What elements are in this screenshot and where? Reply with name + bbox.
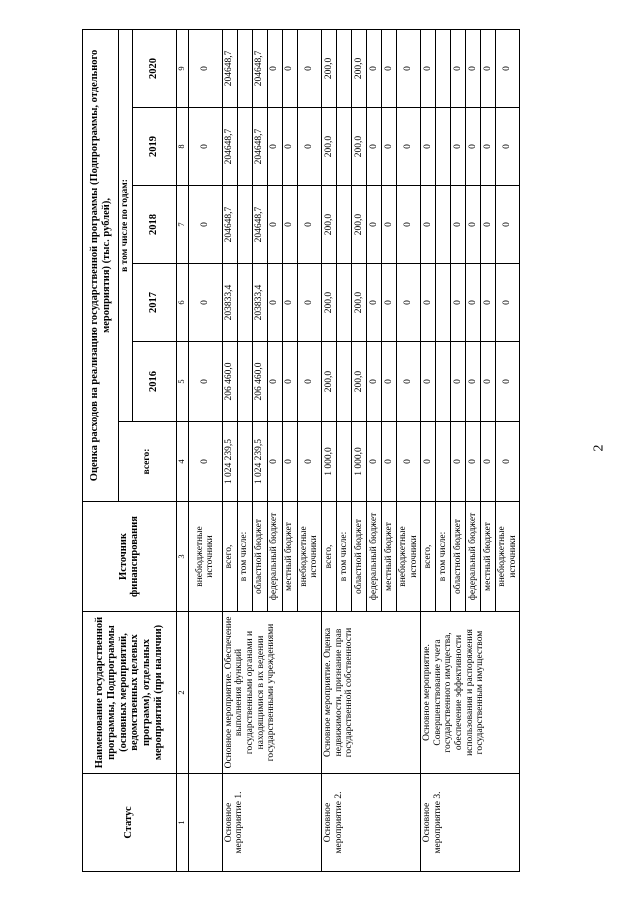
value-cell: 0 (481, 264, 496, 342)
source-cell: областной бюджет (252, 502, 267, 612)
value-cell (436, 422, 451, 502)
measure-name: Основное мероприятие. Совершенствование учета государственного имущества, обеспечение эффективности использования и распоряжения государственным имуществом (421, 612, 520, 774)
header-year: 2018 (132, 186, 176, 264)
value-cell: 0 (496, 108, 520, 186)
value-cell: 200,0 (321, 342, 336, 422)
value-cell (436, 186, 451, 264)
measure-name: Основное мероприятие. Обеспечение выполнения функций государственными органами и находящимися в их ведении государственными учреждениями (222, 612, 321, 774)
header-name: Наименование государственной программы, Подпрограммы (основных мероприятий, ведомственных целевых программ), отдельных мероприятий (при наличии) (83, 612, 177, 774)
value-cell: 0 (451, 186, 466, 264)
table-row (321, 29, 336, 871)
header-year: 2019 (132, 108, 176, 186)
value-cell (336, 264, 351, 342)
value-cell (237, 422, 252, 502)
table-header (83, 29, 189, 871)
value-cell: 200,0 (321, 29, 336, 107)
value-cell: 0 (282, 422, 297, 502)
column-number: 7 (176, 186, 188, 264)
value-cell: 0 (466, 29, 481, 107)
value-cell (237, 29, 252, 107)
value-cell: 200,0 (351, 342, 366, 422)
value-cell: 0 (188, 29, 222, 107)
value-cell: 0 (396, 342, 420, 422)
value-cell (336, 342, 351, 422)
source-cell: внебюджетные источники (188, 502, 222, 612)
value-cell: 0 (297, 108, 321, 186)
value-cell: 0 (381, 422, 396, 502)
value-cell: 1 000,0 (351, 422, 366, 502)
value-cell: 200,0 (351, 264, 366, 342)
value-cell (237, 108, 252, 186)
value-cell: 200,0 (351, 108, 366, 186)
value-cell: 0 (366, 422, 381, 502)
header-year: 2017 (132, 264, 176, 342)
value-cell: 203833,4 (252, 264, 267, 342)
table-row (222, 29, 237, 871)
column-number: 8 (176, 108, 188, 186)
header-estimate: Оценка расходов на реализацию государственной программы (Подпрограммы, отдельного мероприятия) (тыс. рублей), (83, 29, 119, 501)
value-cell: 0 (297, 342, 321, 422)
budget-table (82, 29, 520, 872)
value-cell (237, 186, 252, 264)
value-cell: 0 (366, 186, 381, 264)
value-cell: 0 (396, 264, 420, 342)
page-number: 2 (591, 444, 607, 452)
value-cell: 0 (381, 29, 396, 107)
value-cell: 0 (421, 422, 436, 502)
column-number: 1 (176, 774, 188, 872)
value-cell: 1 000,0 (321, 422, 336, 502)
value-cell: 0 (451, 422, 466, 502)
value-cell: 200,0 (351, 29, 366, 107)
value-cell: 203833,4 (222, 264, 237, 342)
value-cell: 0 (421, 29, 436, 107)
value-cell: 0 (466, 186, 481, 264)
value-cell: 0 (396, 29, 420, 107)
header-year: 2020 (132, 29, 176, 107)
rotated-table-wrapper (82, 30, 532, 872)
value-cell: 204648,7 (252, 29, 267, 107)
source-cell: всего, (421, 502, 436, 612)
column-number: 4 (176, 422, 188, 502)
table-row (421, 29, 436, 871)
value-cell (436, 264, 451, 342)
value-cell: 200,0 (321, 108, 336, 186)
value-cell: 0 (481, 422, 496, 502)
source-cell: областной бюджет (451, 502, 466, 612)
value-cell: 0 (496, 186, 520, 264)
value-cell: 0 (481, 108, 496, 186)
value-cell: 0 (297, 29, 321, 107)
value-cell: 0 (366, 29, 381, 107)
value-cell: 0 (188, 264, 222, 342)
value-cell: 0 (381, 264, 396, 342)
value-cell: 0 (381, 342, 396, 422)
measure-status: Основное мероприятие 2. (321, 774, 420, 872)
source-cell: в том числе: (436, 502, 451, 612)
value-cell: 0 (451, 108, 466, 186)
column-number: 6 (176, 264, 188, 342)
status-cell (188, 774, 222, 872)
value-cell: 200,0 (321, 264, 336, 342)
value-cell: 0 (466, 422, 481, 502)
value-cell: 0 (267, 342, 282, 422)
value-cell: 0 (366, 342, 381, 422)
value-cell (336, 108, 351, 186)
value-cell: 204648,7 (222, 29, 237, 107)
value-cell: 0 (188, 422, 222, 502)
value-cell: 0 (282, 29, 297, 107)
value-cell: 0 (366, 264, 381, 342)
value-cell: 0 (466, 264, 481, 342)
value-cell: 0 (188, 342, 222, 422)
value-cell: 0 (496, 29, 520, 107)
source-cell: федеральный бюджет (267, 502, 282, 612)
value-cell: 0 (481, 186, 496, 264)
value-cell: 0 (466, 342, 481, 422)
value-cell: 0 (451, 29, 466, 107)
value-cell (336, 186, 351, 264)
value-cell: 0 (451, 342, 466, 422)
value-cell: 204648,7 (252, 108, 267, 186)
source-cell: всего, (321, 502, 336, 612)
value-cell: 0 (381, 186, 396, 264)
column-number: 2 (176, 612, 188, 774)
value-cell: 0 (267, 264, 282, 342)
source-cell: внебюджетные источники (396, 502, 420, 612)
source-cell: областной бюджет (351, 502, 366, 612)
value-cell: 0 (421, 342, 436, 422)
value-cell: 204648,7 (222, 108, 237, 186)
value-cell: 206 460,0 (222, 342, 237, 422)
value-cell: 0 (396, 422, 420, 502)
header-by-years: в том числе по годам: (119, 29, 133, 421)
value-cell (336, 29, 351, 107)
value-cell: 0 (282, 108, 297, 186)
value-cell: 0 (421, 108, 436, 186)
source-cell: местный бюджет (282, 502, 297, 612)
value-cell: 204648,7 (222, 186, 237, 264)
value-cell: 0 (396, 108, 420, 186)
source-cell: всего, (222, 502, 237, 612)
value-cell (436, 29, 451, 107)
value-cell (237, 264, 252, 342)
value-cell: 200,0 (321, 186, 336, 264)
value-cell: 0 (267, 29, 282, 107)
value-cell: 0 (297, 422, 321, 502)
table-row (188, 29, 222, 871)
value-cell: 0 (421, 264, 436, 342)
value-cell: 0 (267, 422, 282, 502)
value-cell: 206 460,0 (252, 342, 267, 422)
value-cell: 0 (481, 342, 496, 422)
value-cell (237, 342, 252, 422)
table-body (188, 29, 520, 871)
source-cell: в том числе: (336, 502, 351, 612)
header-column-numbers (176, 29, 188, 871)
value-cell (336, 422, 351, 502)
value-cell: 0 (396, 186, 420, 264)
column-number: 3 (176, 502, 188, 612)
header-source: Источник финансирования (83, 502, 177, 612)
value-cell: 0 (481, 29, 496, 107)
header-year: 2016 (132, 342, 176, 422)
value-cell: 0 (496, 422, 520, 502)
value-cell: 204648,7 (252, 186, 267, 264)
measure-name: Основное мероприятие. Оценка недвижимости, признание прав государственной собственности (321, 612, 420, 774)
value-cell: 0 (297, 264, 321, 342)
value-cell: 0 (381, 108, 396, 186)
source-cell: в том числе: (237, 502, 252, 612)
source-cell: федеральный бюджет (466, 502, 481, 612)
value-cell: 0 (282, 342, 297, 422)
source-cell: местный бюджет (381, 502, 396, 612)
value-cell: 0 (267, 186, 282, 264)
value-cell: 0 (496, 342, 520, 422)
column-number: 5 (176, 342, 188, 422)
value-cell: 0 (282, 264, 297, 342)
value-cell: 1 024 239,5 (222, 422, 237, 502)
name-cell (188, 612, 222, 774)
value-cell (436, 108, 451, 186)
column-number: 9 (176, 29, 188, 107)
value-cell: 200,0 (351, 186, 366, 264)
value-cell: 0 (297, 186, 321, 264)
source-cell: внебюджетные источники (297, 502, 321, 612)
source-cell: внебюджетные источники (496, 502, 520, 612)
measure-status: Основное мероприятие 3. (421, 774, 520, 872)
value-cell: 0 (188, 108, 222, 186)
measure-status: Основное мероприятие 1. (222, 774, 321, 872)
value-cell: 1 024 239,5 (252, 422, 267, 502)
value-cell: 0 (466, 108, 481, 186)
header-total: всего: (119, 422, 177, 502)
value-cell: 0 (366, 108, 381, 186)
header-status: Статус (83, 774, 177, 872)
value-cell: 0 (496, 264, 520, 342)
value-cell: 0 (188, 186, 222, 264)
value-cell (436, 342, 451, 422)
value-cell: 0 (267, 108, 282, 186)
value-cell: 0 (421, 186, 436, 264)
source-cell: местный бюджет (481, 502, 496, 612)
value-cell: 0 (282, 186, 297, 264)
value-cell: 0 (451, 264, 466, 342)
source-cell: федеральный бюджет (366, 502, 381, 612)
